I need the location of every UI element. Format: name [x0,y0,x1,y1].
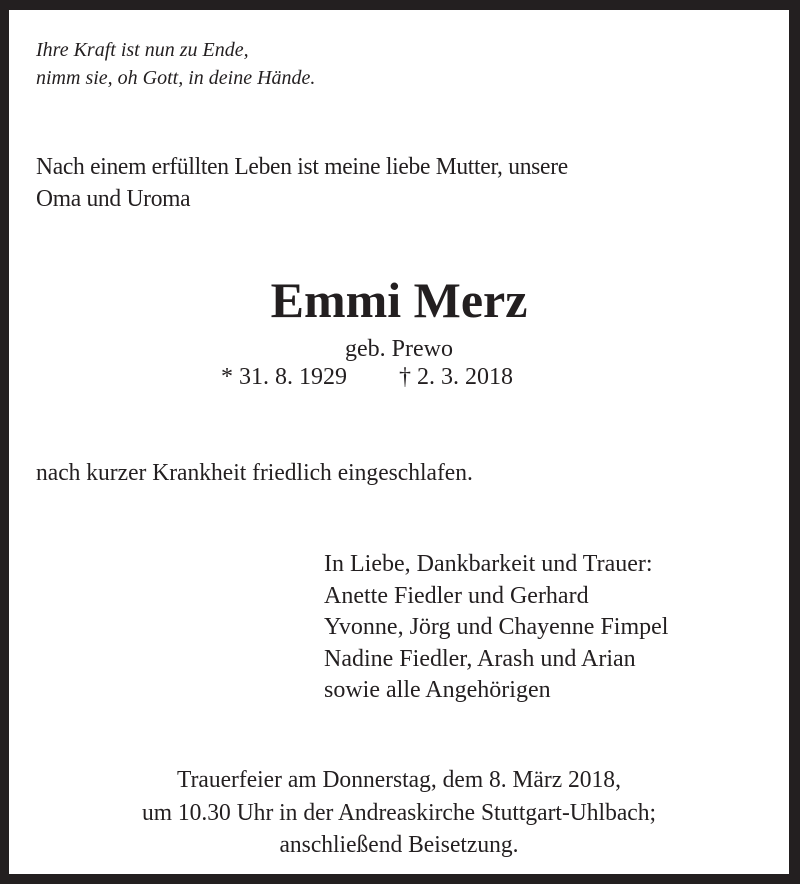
mourners-heading: In Liebe, Dankbarkeit und Trauer: [324,551,653,577]
intro-line: Oma und Uroma [36,185,191,212]
verse-line: Ihre Kraft ist nun zu Ende, [36,39,249,61]
funeral-service-info [9,764,789,862]
mourners [324,549,668,707]
birth-date: * 31. 8. 1929 [221,364,347,390]
intro-line: Nach einem erfüllten Leben ist meine liebe Mutter, unsere [36,153,568,180]
mourner-line: sowie alle Angehörigen [324,677,551,703]
verse [36,36,315,92]
mourner-line: Nadine Fiedler, Arash und Arian [324,645,636,672]
intro-text [36,151,568,215]
verse-line: nimm sie, oh Gott, in deine Hände. [36,67,316,89]
passing-text: nach kurzer Krankheit friedlich eingeschlafen. [36,459,473,486]
death-date: † 2. 3. 2018 [399,364,513,390]
service-line: Trauerfeier am Donnerstag, dem 8. März 2018, [177,766,621,793]
mourner-line: Yvonne, Jörg und Chayenne Fimpel [324,614,669,640]
deceased-name: Emmi Merz [270,272,528,328]
life-dates [221,362,513,392]
service-line: anschließend Beisetzung. [279,831,519,858]
maiden-name: geb. Prewo [345,336,453,362]
obituary-notice [9,10,789,874]
mourner-line: Anette Fiedler und Gerhard [324,582,589,609]
service-line: um 10.30 Uhr in der Andreaskirche Stuttgart-Uhlbach; [141,798,657,826]
